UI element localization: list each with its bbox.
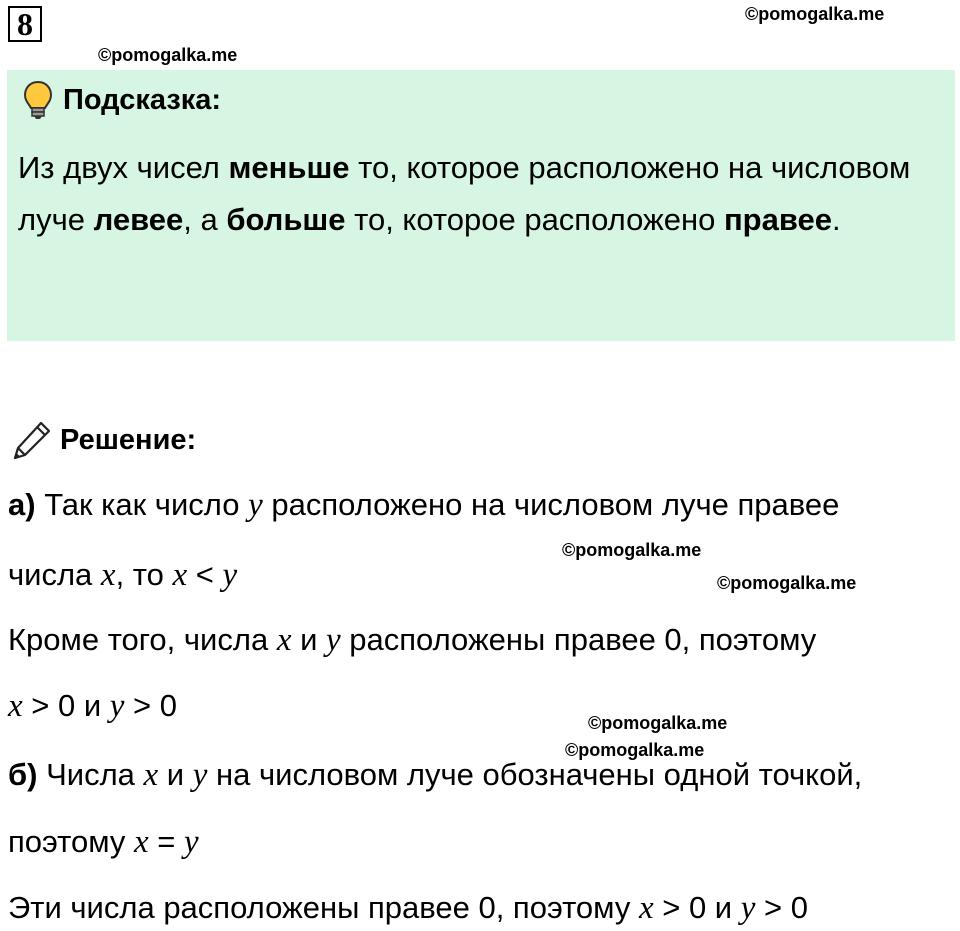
- watermark: ©pomogalka.me: [745, 4, 885, 24]
- watermark: ©pomogalka.me: [562, 540, 702, 560]
- solution-b-line-3: Эти числа расположены правее 0, поэтому x > 0 и y > 0: [8, 890, 808, 926]
- watermark: ©pomogalka.me: [565, 740, 705, 760]
- solution-b-line-1: б) Числа x и y на числовом луче обозначены одной точкой,: [8, 757, 863, 793]
- solution-a-line-1: а) Так как число y расположено на числовом луче правее: [8, 487, 840, 523]
- solution-a-line-4: x > 0 и y > 0: [8, 688, 178, 724]
- hint-title: Подсказка:: [63, 84, 222, 116]
- solution-a-line-2: числа x, то x < y: [8, 557, 238, 593]
- task-number: 8: [8, 6, 42, 42]
- solution-b-line-2: поэтому x = y: [8, 824, 199, 860]
- solution-title: Решение:: [60, 424, 197, 456]
- watermark: ©pomogalka.me: [98, 45, 238, 65]
- watermark: ©pomogalka.me: [717, 573, 857, 593]
- hint-text: Из двух чисел меньше то, которое расположено на числовом луче левее, а больше то, которое расположено правее.: [18, 150, 911, 237]
- solution-header: [10, 418, 196, 462]
- lightbulb-icon: [23, 80, 53, 120]
- hint-header: [23, 80, 221, 120]
- solution-a-line-3: Кроме того, числа x и y расположены правее 0, поэтому: [8, 622, 817, 658]
- pencil-icon: [10, 418, 54, 462]
- hint-box: [7, 70, 955, 341]
- watermark: ©pomogalka.me: [588, 713, 728, 733]
